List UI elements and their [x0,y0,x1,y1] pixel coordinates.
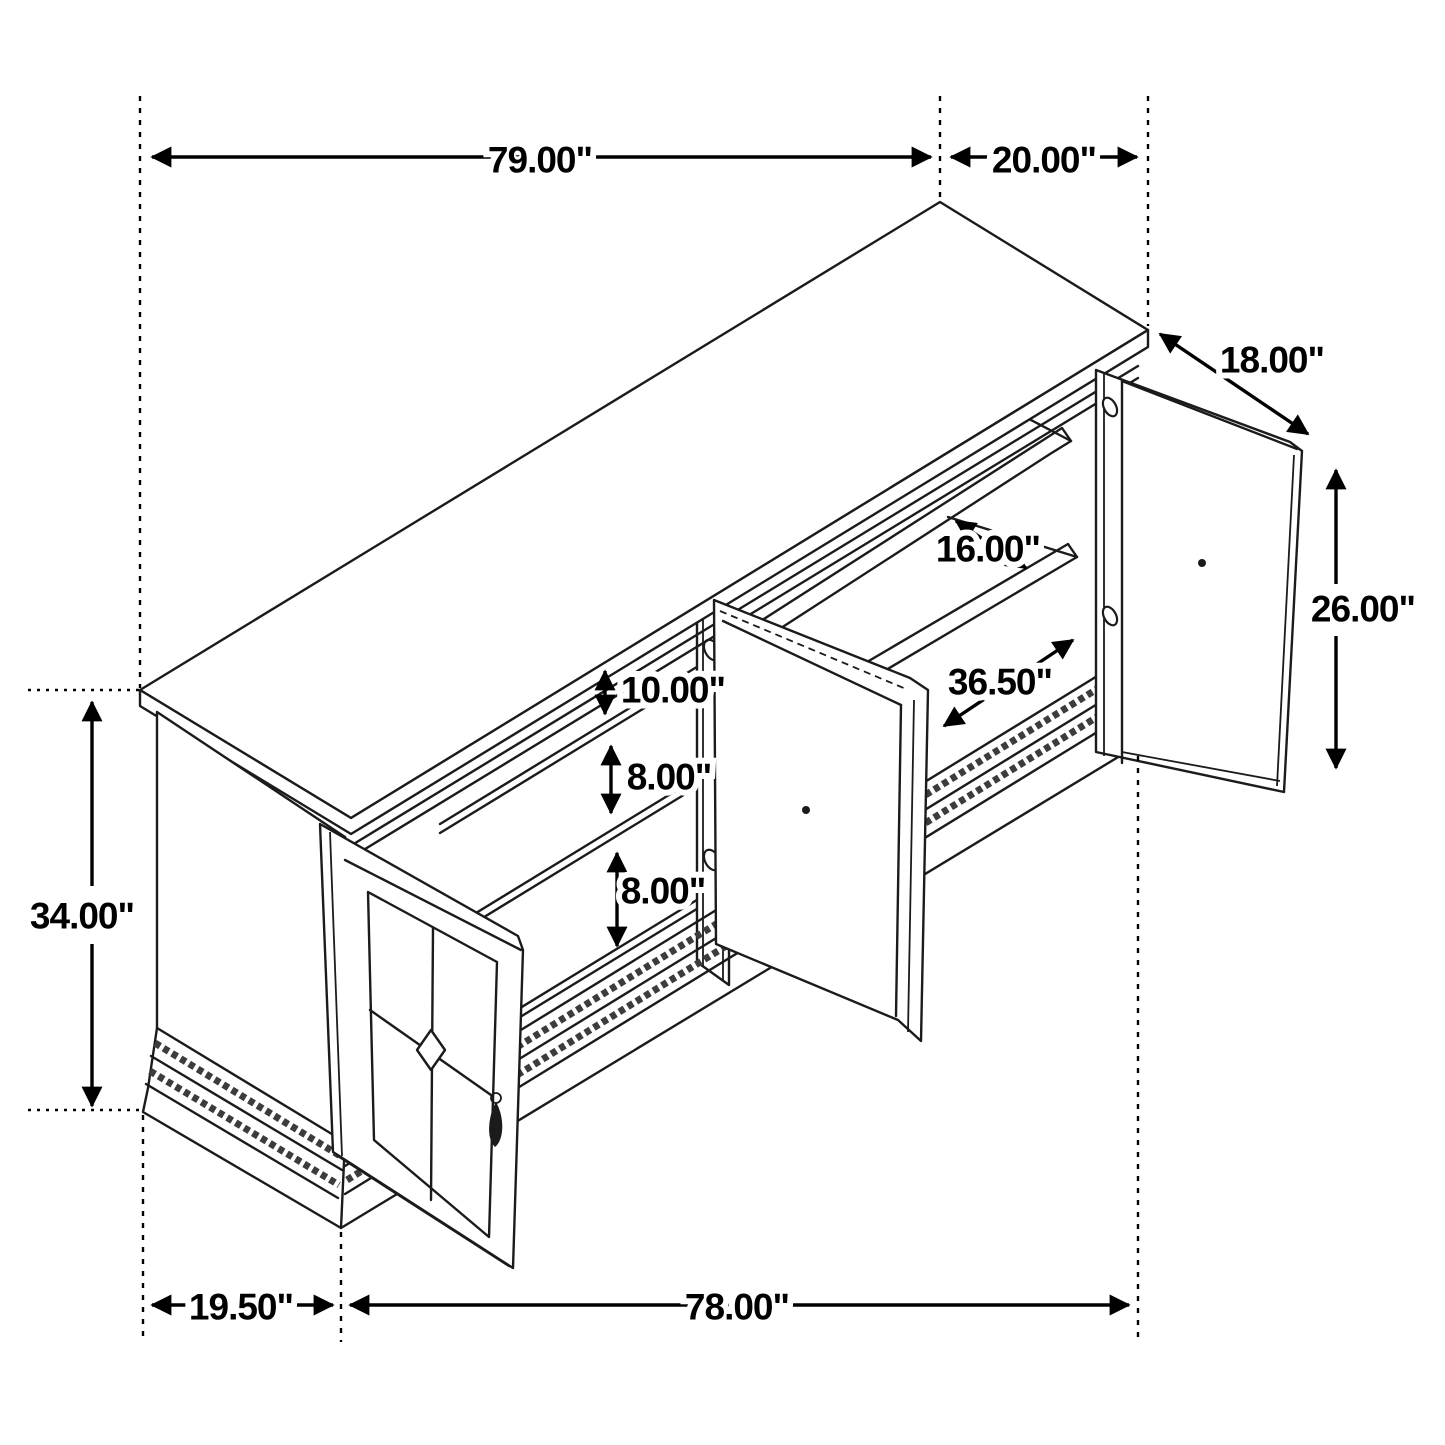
dim-label-right-door-width: 18.00" [1219,339,1325,381]
right-door-open [1096,370,1302,792]
dim-label-gap-bottom: 8.00" [620,870,706,912]
cabinet-drawing [140,202,1302,1268]
dim-top-length [152,140,931,181]
dim-shelf-depth [936,521,1040,570]
dim-overall-height [30,702,134,1106]
dim-label-top-depth: 20.00" [991,139,1097,181]
left-door-open [320,824,523,1268]
door-knob-hole [802,806,810,814]
dim-label-right-door-height: 26.00" [1310,588,1416,630]
middle-door-open [714,600,928,1041]
dim-label-overall-height: 34.00" [29,895,135,937]
dim-gap-top [605,670,725,715]
dim-label-base-depth: 19.50" [188,1286,294,1328]
dim-label-gap-top: 10.00" [620,669,726,711]
dim-label-top-length: 79.00" [487,139,593,181]
dim-label-opening-width: 36.50" [947,661,1053,703]
dim-right-door-height [1311,470,1415,768]
dim-base-depth [152,1287,333,1328]
top-board [140,202,1148,834]
dim-label-shelf-depth: 16.00" [935,528,1041,570]
dim-label-gap-mid: 8.00" [626,756,712,798]
door-knob-hole [1198,559,1206,567]
dim-base-length [350,1287,1129,1328]
dim-label-base-length: 78.00" [684,1286,790,1328]
dim-top-depth [951,140,1137,181]
